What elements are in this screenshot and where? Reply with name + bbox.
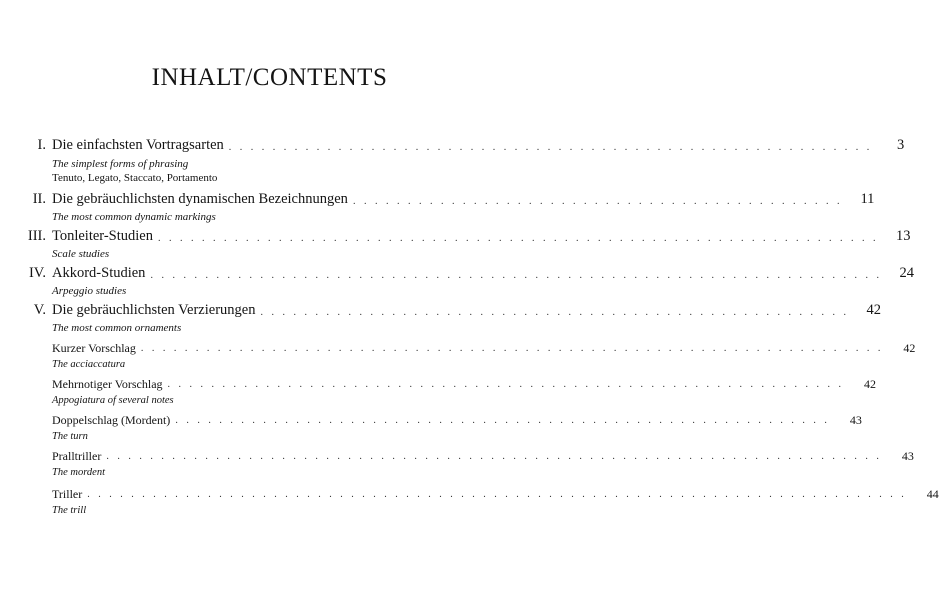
entry-page: 42 xyxy=(866,302,881,318)
entry-number: I. xyxy=(37,137,46,153)
subentry-page: 43 xyxy=(849,413,862,427)
page-title: INHALT/CONTENTS xyxy=(151,64,388,91)
subentry-page: 43 xyxy=(901,449,914,463)
subentry-page: 42 xyxy=(864,377,877,391)
entry-subtitle: The most common ornaments xyxy=(52,322,182,334)
dot-leader: . . . . . . . . . . . . . . . . . . . . . . . . . . . . . . . . . . . . . . . . . . . . . . . . . . . . . . . . . . . . . . xyxy=(167,379,845,390)
entry-number: IV. xyxy=(28,265,46,281)
subentry-title: Pralltriller xyxy=(52,449,102,463)
subentry-title: Kurzer Vorschlag xyxy=(52,341,136,355)
entry-page: 11 xyxy=(860,191,875,207)
dot-leader: . . . . . . . . . . . . . . . . . . . . . . . . . . . . . . . . . . . . . . . . . . . . . . . . . . . . . . . . . . . xyxy=(228,141,873,153)
entry-subtitle: Arpeggio studies xyxy=(52,285,127,297)
entry-page: 3 xyxy=(897,137,905,153)
entry-number: II. xyxy=(32,191,46,207)
dot-leader: . . . . . . . . . . . . . . . . . . . . . . . . . . . . . . . . . . . . . . . . . . . . . . . . . . . . . . . . . . . . . . . . . . . . xyxy=(140,343,884,354)
subentry-page: 42 xyxy=(903,341,916,355)
entry-page: 13 xyxy=(895,228,911,244)
entry-title: Tonleiter-Studien xyxy=(52,228,153,244)
entry-title: Die gebräuchlichsten Verzierungen xyxy=(52,302,256,318)
entry-subtitle: The simplest forms of phrasing xyxy=(52,158,189,170)
dot-leader: . . . . . . . . . . . . . . . . . . . . . . . . . . . . . . . . . . . . . . . . . . . . . . . . . . . . . . xyxy=(260,306,849,318)
subentry-subtitle: The turn xyxy=(52,431,88,442)
entry-number: V. xyxy=(33,302,46,318)
subentry-title: Doppelschlag (Mordent) xyxy=(52,413,171,427)
entry-subtitle: Scale studies xyxy=(52,248,110,260)
subentry-subtitle: The acciaccatura xyxy=(52,359,126,370)
dot-leader: . . . . . . . . . . . . . . . . . . . . . . . . . . . . . . . . . . . . . . . . . . . . . xyxy=(352,195,843,207)
dot-leader: . . . . . . . . . . . . . . . . . . . . . . . . . . . . . . . . . . . . . . . . . . . . . . . . . . . . . . . . . . . . xyxy=(175,415,830,426)
entry-title: Akkord-Studien xyxy=(52,265,146,281)
subentry-subtitle: The mordent xyxy=(52,467,105,478)
subentry-title: Triller xyxy=(52,487,83,501)
dot-leader: . . . . . . . . . . . . . . . . . . . . . . . . . . . . . . . . . . . . . . . . . . . . . . . . . . . . . . . . . . . . . . . . . . . xyxy=(150,269,882,281)
dot-leader: . . . . . . . . . . . . . . . . . . . . . . . . . . . . . . . . . . . . . . . . . . . . . . . . . . . . . . . . . . . . . . . . . . . . . . . xyxy=(106,451,882,462)
entry-subtitle: The most common dynamic markings xyxy=(52,211,216,223)
subentry-subtitle: Appogiatura of several notes xyxy=(52,395,174,406)
entry-page: 24 xyxy=(899,265,914,281)
subentry-page: 44 xyxy=(926,487,939,501)
dot-leader: . . . . . . . . . . . . . . . . . . . . . . . . . . . . . . . . . . . . . . . . . . . . . . . . . . . . . . . . . . . . . . . . . . xyxy=(157,232,879,244)
subentry-subtitle: The trill xyxy=(52,505,87,516)
entry-number: III. xyxy=(27,228,46,244)
entry-title: Die gebräuchlichsten dynamischen Bezeichnungen xyxy=(52,191,348,207)
dot-leader: . . . . . . . . . . . . . . . . . . . . . . . . . . . . . . . . . . . . . . . . . . . . . . . . . . . . . . . . . . . . . . . . . . . . . . . . . . . xyxy=(87,489,907,500)
subentry-title: Mehrnotiger Vorschlag xyxy=(52,377,163,391)
entry-detail: Tenuto, Legato, Staccato, Portamento xyxy=(52,172,218,184)
entry-title: Die einfachsten Vortragsarten xyxy=(52,137,224,153)
